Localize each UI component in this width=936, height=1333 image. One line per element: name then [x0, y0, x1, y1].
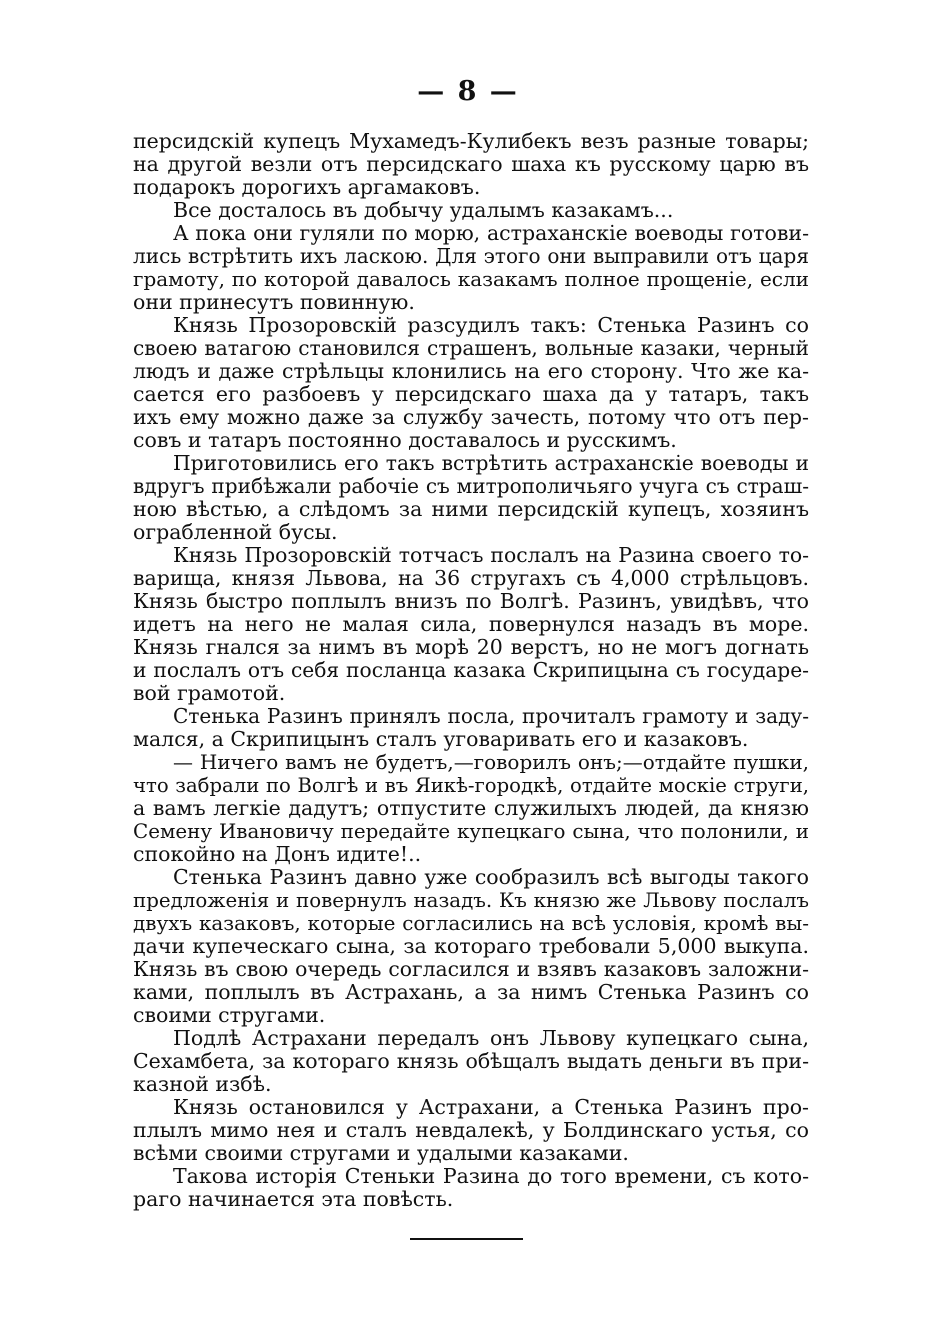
- text-line: своими стругами.: [133, 1004, 326, 1027]
- paragraph: [133, 222, 809, 314]
- page-number: — 8 —: [417, 76, 519, 107]
- text-line: Сехамбета, за котораго князь обѣщалъ выдать деньги въ при-: [133, 1050, 809, 1073]
- text-line: двухъ казаковъ, которые согласились на всѣ условія, кромѣ вы-: [133, 912, 809, 935]
- text-line: что забрали по Волгѣ и въ Яикѣ-городкѣ, отдайте москіе струги,: [133, 774, 809, 797]
- text-line: дачи купеческаго сына, за котораго требовали 5,000 выкупа.: [133, 935, 809, 958]
- text-line: Такова исторія Стеньки Разина до того времени, съ кото-: [173, 1165, 809, 1188]
- text-line: Приготовились его такъ встрѣтить астраханскіе воеводы и: [173, 452, 809, 475]
- paragraph: [133, 130, 809, 199]
- paragraph: [133, 199, 809, 222]
- text-line: раго начинается эта повѣсть.: [133, 1188, 454, 1211]
- text-line: — Ничего вамъ не будетъ,—говорилъ онъ;—отдайте пушки,: [173, 751, 809, 774]
- text-line: людъ и даже стрѣльцы клонились на его сторону. Что же ка-: [133, 360, 809, 383]
- text-line: ною вѣстью, а слѣдомъ за ними персидскій купецъ, хозяинъ: [133, 498, 809, 521]
- text-line: варища, князя Львова, на 36 стругахъ съ 4,000 стрѣльцовъ.: [133, 567, 809, 590]
- text-line: грамоту, по которой давалось казакамъ полное прощеніе, если: [133, 268, 809, 291]
- paragraph: [133, 314, 809, 452]
- text-line: Подлѣ Астрахани передалъ онъ Львову купецкаго сына,: [173, 1027, 809, 1050]
- text-line: ками, поплылъ въ Астрахань, а за нимъ Стенька Разинъ со: [133, 981, 809, 1004]
- paragraph: [133, 1096, 809, 1165]
- text-line: своею ватагою становился страшенъ, вольные казаки, черный: [133, 337, 809, 360]
- text-line: подарокъ дорогихъ аргамаковъ.: [133, 176, 481, 199]
- text-line: а вамъ легкіе дадутъ; отпустите служилыхъ людей, да князю: [133, 797, 809, 820]
- paragraph: [133, 544, 809, 705]
- text-line: совъ и татаръ постоянно доставалось и русскимъ.: [133, 429, 677, 452]
- text-line: вой грамотой.: [133, 682, 286, 705]
- text-line: Князь гнался за нимъ въ морѣ 20 верстъ, но не могъ догнать: [133, 636, 809, 659]
- text-line: лись встрѣтить ихъ ласкою. Для этого они выправили отъ царя: [133, 245, 809, 268]
- text-line: идетъ на него не малая сила, повернулся назадъ въ море.: [133, 613, 809, 636]
- text-body: [133, 130, 809, 1211]
- text-line: вдругъ прибѣжали рабочіе съ митрополичьяго учуга съ страш-: [133, 475, 809, 498]
- text-line: персидскій купецъ Мухамедъ-Кулибекъ везъ разные товары;: [133, 130, 809, 153]
- paragraph: [133, 751, 809, 866]
- text-line: ихъ ему можно даже за службу зачесть, потому что отъ пер-: [133, 406, 809, 429]
- text-line: Князь Прозоровскій разсудилъ такъ: Стенька Разинъ со: [173, 314, 809, 337]
- text-line: Князь остановился у Астрахани, а Стенька Разинъ про-: [173, 1096, 809, 1119]
- paragraph: [133, 1165, 809, 1211]
- text-line: Князь въ свою очередь согласился и взявъ казаковъ заложни-: [133, 958, 809, 981]
- text-line: предложенія и повернулъ назадъ. Къ князю же Львову послалъ: [133, 889, 809, 912]
- text-line: всѣми своими стругами и удалыми казаками.: [133, 1142, 629, 1165]
- text-line: ограбленной бусы.: [133, 521, 338, 544]
- text-line: А пока они гуляли по морю, астраханскіе воеводы готови-: [173, 222, 809, 245]
- text-line: на другой везли отъ персидскаго шаха къ русскому царю въ: [133, 153, 809, 176]
- text-line: Князь быстро поплылъ внизъ по Волгѣ. Разинъ, увидѣвъ, что: [133, 590, 809, 613]
- text-line: спокойно на Донъ идите!..: [133, 843, 422, 866]
- text-line: сается его разбоевъ у персидскаго шаха да у татаръ, такъ: [133, 383, 809, 406]
- paragraph: [133, 866, 809, 1027]
- text-line: Стенька Разинъ принялъ посла, прочиталъ грамоту и заду-: [173, 705, 809, 728]
- text-line: Семену Ивановичу передайте купецкаго сына, что полонили, и: [133, 820, 809, 843]
- text-line: Князь Прозоровскій тотчасъ послалъ на Разина своего то-: [173, 544, 809, 567]
- text-line: мался, а Скрипицынъ сталъ уговаривать его и казаковъ.: [133, 728, 749, 751]
- text-line: казной избѣ.: [133, 1073, 272, 1096]
- text-line: они принесутъ повинную.: [133, 291, 415, 314]
- text-line: плылъ мимо нея и сталъ невдалекѣ, у Болдинскаго устья, со: [133, 1119, 809, 1142]
- end-rule: [410, 1238, 523, 1240]
- paragraph: [133, 1027, 809, 1096]
- text-line: Все досталось въ добычу удалымъ казакамъ...: [173, 199, 674, 222]
- text-line: и послалъ отъ себя посланца казака Скрипицына съ государе-: [133, 659, 809, 682]
- text-line: Стенька Разинъ давно уже сообразилъ всѣ выгоды такого: [173, 866, 809, 889]
- paragraph: [133, 452, 809, 544]
- paragraph: [133, 705, 809, 751]
